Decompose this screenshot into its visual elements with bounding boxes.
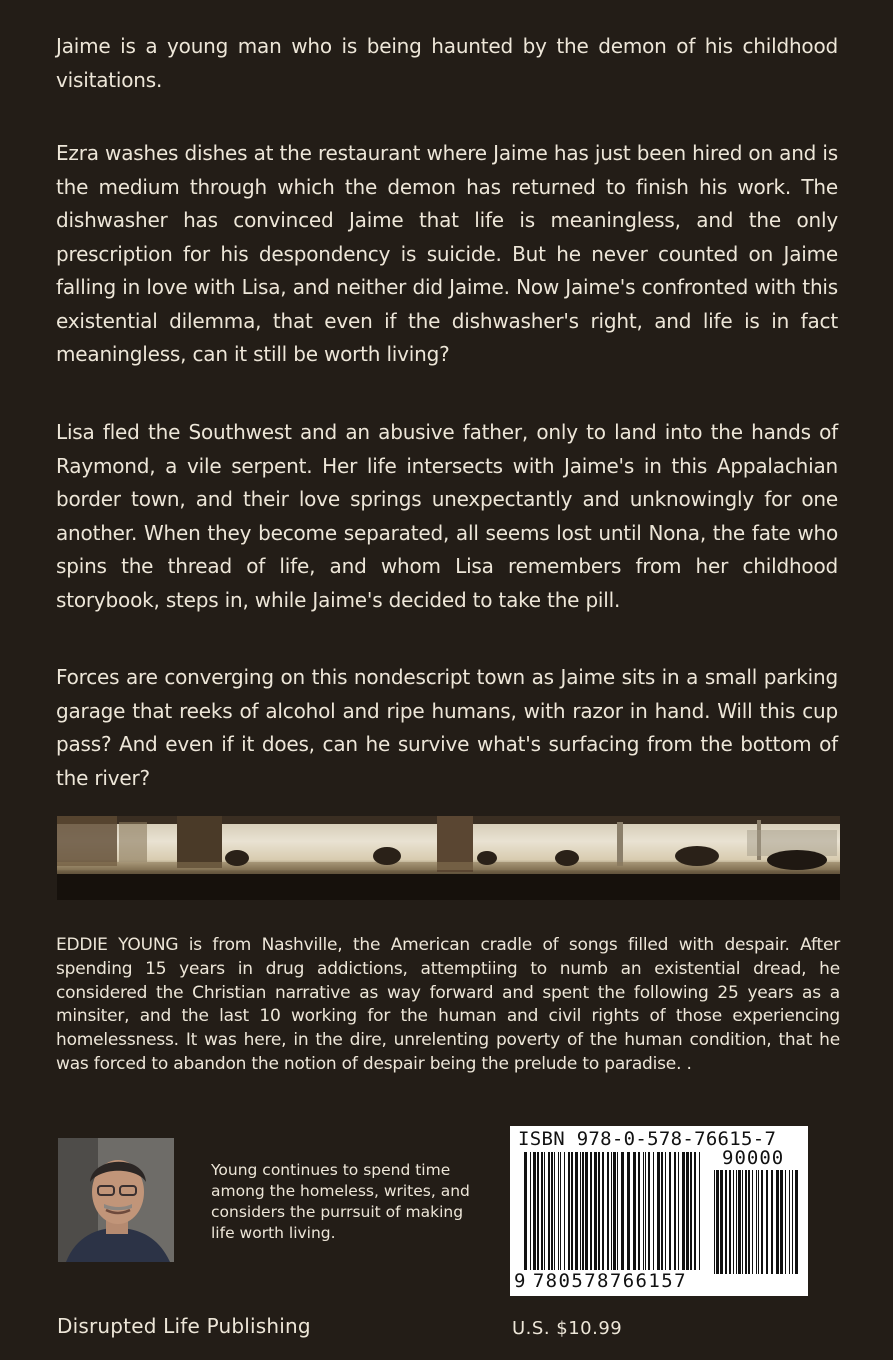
- barcode-bar: [733, 1170, 734, 1274]
- barcode-bar: [669, 1152, 671, 1270]
- isbn-barcode: [510, 1126, 808, 1296]
- barcode-bar: [560, 1152, 561, 1270]
- blurb-paragraph-3: Lisa fled the Southwest and an abusive father, only to land into the hands of Raymond, a vile serpent. Her life intersects with Jaime's in this Appalachian border town, and their love springs unexpectantly and unknowingly for one another. When they become separated, all seems lost until Nona, the fate who spins the thread of life, and whom Lisa remembers from her childhood storybook, steps in, while Jaime's decided to take the pill.: [56, 420, 838, 612]
- barcode-bar: [585, 1152, 588, 1270]
- barcode-bar: [590, 1152, 592, 1270]
- barcode-bar: [548, 1152, 550, 1270]
- barcode-bar: [575, 1152, 578, 1270]
- barcode-bar: [678, 1152, 679, 1270]
- ean-barcode-bars: [524, 1152, 706, 1270]
- barcode-bar: [627, 1152, 630, 1270]
- barcode-bar: [690, 1152, 692, 1270]
- barcode-bar: [594, 1152, 597, 1270]
- barcode-bar: [725, 1170, 727, 1274]
- barcode-bar: [633, 1152, 636, 1270]
- price-code: 90000: [722, 1147, 785, 1169]
- barcode-bar: [582, 1152, 584, 1270]
- barcode-bar: [699, 1152, 700, 1270]
- barcode-bar: [638, 1152, 640, 1270]
- barcode-bar: [686, 1152, 689, 1270]
- barcode-bar: [598, 1152, 600, 1270]
- ean-remaining-digits: 780578766157: [532, 1270, 687, 1292]
- barcode-bar: [738, 1170, 741, 1274]
- barcode-bar: [544, 1152, 545, 1270]
- barcode-bar: [795, 1170, 798, 1274]
- blurb-paragraph-2: Ezra washes dishes at the restaurant where Jaime has just been hired on and is the medium through which the demon has returned to finish his work. The dishwasher has convinced Jaime that life is meaningless, and the only prescription for his despondency is suicide. But he never counted on Jaime falling in love with Lisa, and neither did Jaime. Now Jaime's confronted with this existential dilemma, that even if the dishwasher's right, and life is in fact meaningless, can it still be worth living?: [56, 141, 838, 366]
- barcode-bar: [564, 1152, 565, 1270]
- barcode-bar: [541, 1152, 543, 1270]
- barcode-bar: [761, 1170, 763, 1274]
- author-portrait-illustration: [58, 1138, 174, 1262]
- barcode-bar: [657, 1152, 660, 1270]
- barcode-bar: [554, 1152, 555, 1270]
- barcode-bar: [524, 1152, 527, 1270]
- barcode-bar: [648, 1152, 650, 1270]
- barcode-bar: [537, 1152, 539, 1270]
- barcode-bar: [643, 1152, 644, 1270]
- author-aside-text: Young continues to spend time among the homeless, writes, and considers the purrsuit of making life worth living.: [211, 1161, 470, 1242]
- barcode-bar: [558, 1152, 559, 1270]
- barcode-bar: [736, 1170, 737, 1274]
- isbn-label: ISBN 978-0-578-76615-7: [518, 1128, 777, 1150]
- blurb-paragraph-1: Jaime is a young man who is being haunted by the demon of his childhood visitations.: [56, 34, 838, 92]
- barcode-bar: [792, 1170, 793, 1274]
- barcode-bar: [789, 1170, 790, 1274]
- barcode-bar: [530, 1152, 531, 1270]
- ean-first-digit: 9: [514, 1270, 527, 1292]
- barcode-bar: [674, 1152, 676, 1270]
- barcode-bar: [602, 1152, 604, 1270]
- barcode-bar: [611, 1152, 612, 1270]
- barcode-bar: [694, 1152, 696, 1270]
- barcode-bar: [752, 1170, 753, 1274]
- barcode-bar: [580, 1152, 581, 1270]
- price-barcode-bars: [714, 1170, 802, 1274]
- barcode-bar: [776, 1170, 779, 1274]
- barcode-bar: [661, 1152, 663, 1270]
- barcode-bar: [729, 1170, 731, 1274]
- author-bio: EDDIE YOUNG is from Nashville, the American cradle of songs filled with despair. After spending 15 years in drug addictions, attemptiing to numb an existential dread, he considered the Christian narrative as way forward and spent the following 25 years as a minsiter, and the last 10 working for the human and civil rights of those experiencing homelessness. It was here, in the dire, unrelenting poverty of the human condition, that he was forced to abandon the notion of despair being the prelude to paradise. .: [56, 935, 840, 1074]
- barcode-bar: [748, 1170, 750, 1274]
- barcode-bar: [533, 1152, 536, 1270]
- barcode-bar: [771, 1170, 773, 1274]
- barcode-bar: [621, 1152, 624, 1270]
- author-photo: [58, 1138, 174, 1262]
- barcode-bar: [758, 1170, 759, 1274]
- barcode-bar: [742, 1170, 743, 1274]
- barcode-bar: [617, 1152, 618, 1270]
- barcode-bar: [613, 1152, 616, 1270]
- barcode-bar: [714, 1170, 715, 1274]
- barcode-bar: [551, 1152, 553, 1270]
- blurb-paragraph-4: Forces are converging on this nondescript town as Jaime sits in a small parking garage that reeks of alcohol and ripe humans, with razor in hand. Will this cup pass? And even if it does, can he survive what's surfacing from the bottom of the river?: [56, 665, 838, 790]
- barcode-bar: [780, 1170, 783, 1274]
- barcode-bar: [785, 1170, 786, 1274]
- ean-digits: [514, 1270, 714, 1292]
- barcode-bar: [716, 1170, 719, 1274]
- barcode-bar: [682, 1152, 685, 1270]
- barcode-bar: [720, 1170, 723, 1274]
- barcode-bar: [571, 1152, 573, 1270]
- barcode-bar: [653, 1152, 654, 1270]
- publisher-name: Disrupted Life Publishing: [57, 1314, 311, 1338]
- street-photo-strip: [57, 816, 840, 900]
- barcode-bar: [645, 1152, 646, 1270]
- barcode-bar: [607, 1152, 609, 1270]
- barcode-bar: [756, 1170, 757, 1274]
- barcode-bar: [665, 1152, 666, 1270]
- barcode-bar: [568, 1152, 570, 1270]
- barcode-bar: [745, 1170, 747, 1274]
- barcode-bar: [766, 1170, 768, 1274]
- street-scene-illustration: [57, 816, 840, 900]
- retail-price: U.S. $10.99: [512, 1318, 623, 1339]
